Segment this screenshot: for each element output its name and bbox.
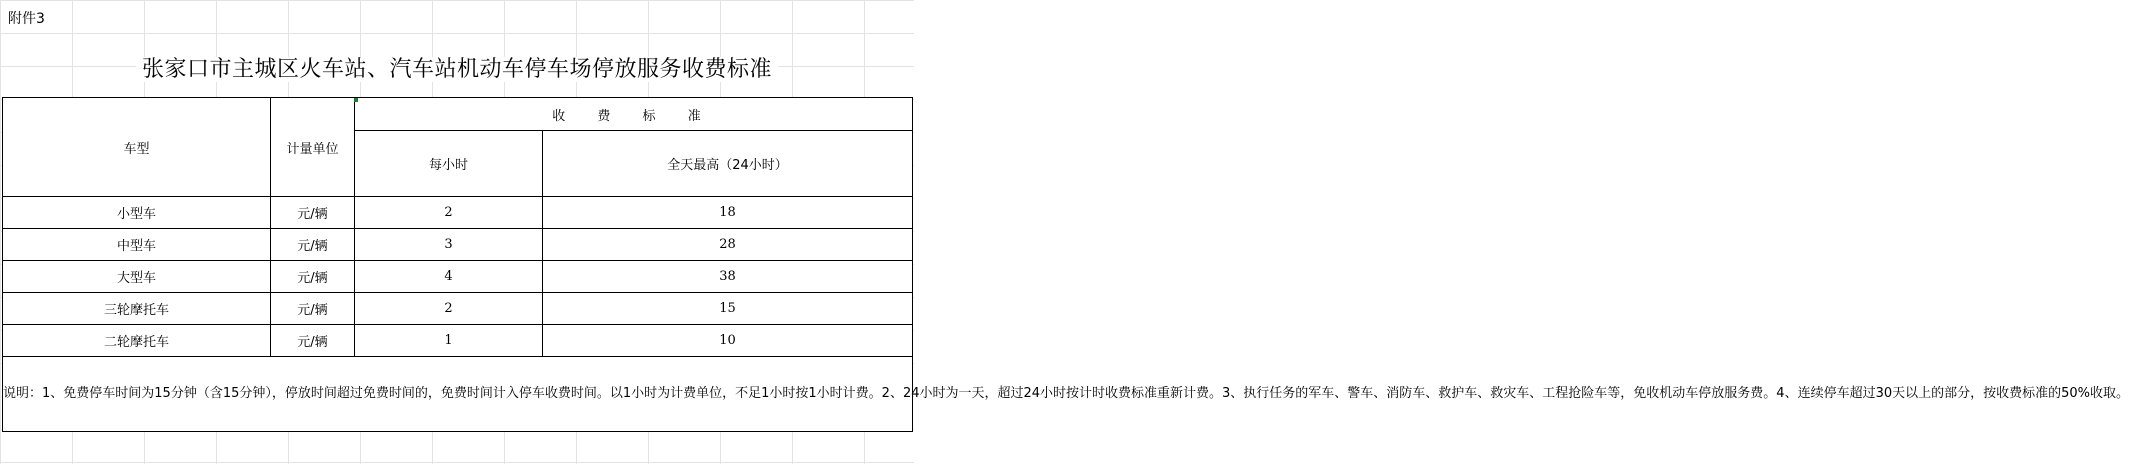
header-daily-max[interactable]: 全天最高（24小时） bbox=[543, 131, 913, 197]
cell-unit[interactable]: 元/辆 bbox=[271, 293, 355, 325]
cell-vehicle-type[interactable]: 三轮摩托车 bbox=[3, 293, 271, 325]
table-row bbox=[3, 261, 913, 293]
cell-daily-max[interactable]: 38 bbox=[543, 261, 913, 293]
header-row-1 bbox=[3, 98, 913, 131]
table-row bbox=[3, 197, 913, 229]
header-unit[interactable]: 计量单位 bbox=[271, 98, 355, 197]
cell-daily-max[interactable]: 28 bbox=[543, 229, 913, 261]
fee-table bbox=[2, 97, 2129, 432]
page-title-text: 张家口市主城区火车站、汽车站机动车停车场停放服务收费标准 bbox=[136, 57, 778, 82]
header-per-hour[interactable]: 每小时 bbox=[355, 131, 543, 197]
header-vehicle-type[interactable]: 车型 bbox=[3, 98, 271, 197]
note-cell[interactable]: 说明：1、免费停车时间为15分钟（含15分钟），停放时间超过免费时间的，免费时间计入停车收费时间。以1小时为计费单位，不足1小时按1小时计费。2、24小时为一天，超过24小时按计时收费标准重新计费。3、执行任务的军车、警车、消防车、救护车、救灾车、工程抢险车等，免收机动车停放服务费。4、连续停车超过30天以上的部分，按收费标准的50%收取。 bbox=[3, 357, 913, 432]
cell-daily-max[interactable]: 18 bbox=[543, 197, 913, 229]
selection-marker bbox=[354, 98, 358, 102]
attachment-label: 附件3 bbox=[6, 8, 47, 28]
cell-daily-max[interactable]: 10 bbox=[543, 325, 913, 357]
cell-unit[interactable]: 元/辆 bbox=[271, 325, 355, 357]
cell-vehicle-type[interactable]: 大型车 bbox=[3, 261, 271, 293]
cell-per-hour[interactable]: 1 bbox=[355, 325, 543, 357]
cell-per-hour[interactable]: 2 bbox=[355, 197, 543, 229]
cell-vehicle-type[interactable]: 二轮摩托车 bbox=[3, 325, 271, 357]
cell-unit[interactable]: 元/辆 bbox=[271, 229, 355, 261]
cell-per-hour[interactable]: 3 bbox=[355, 229, 543, 261]
cell-vehicle-type[interactable]: 中型车 bbox=[3, 229, 271, 261]
cell-per-hour[interactable]: 2 bbox=[355, 293, 543, 325]
note-row bbox=[3, 357, 913, 432]
cell-daily-max[interactable]: 15 bbox=[543, 293, 913, 325]
page-title bbox=[0, 52, 914, 83]
cell-per-hour[interactable]: 4 bbox=[355, 261, 543, 293]
header-fee-standard[interactable]: 收 费 标 准 bbox=[355, 98, 913, 131]
cell-unit[interactable]: 元/辆 bbox=[271, 261, 355, 293]
table-row bbox=[3, 293, 913, 325]
table-row bbox=[3, 229, 913, 261]
cell-vehicle-type[interactable]: 小型车 bbox=[3, 197, 271, 229]
table-row bbox=[3, 325, 913, 357]
cell-unit[interactable]: 元/辆 bbox=[271, 197, 355, 229]
